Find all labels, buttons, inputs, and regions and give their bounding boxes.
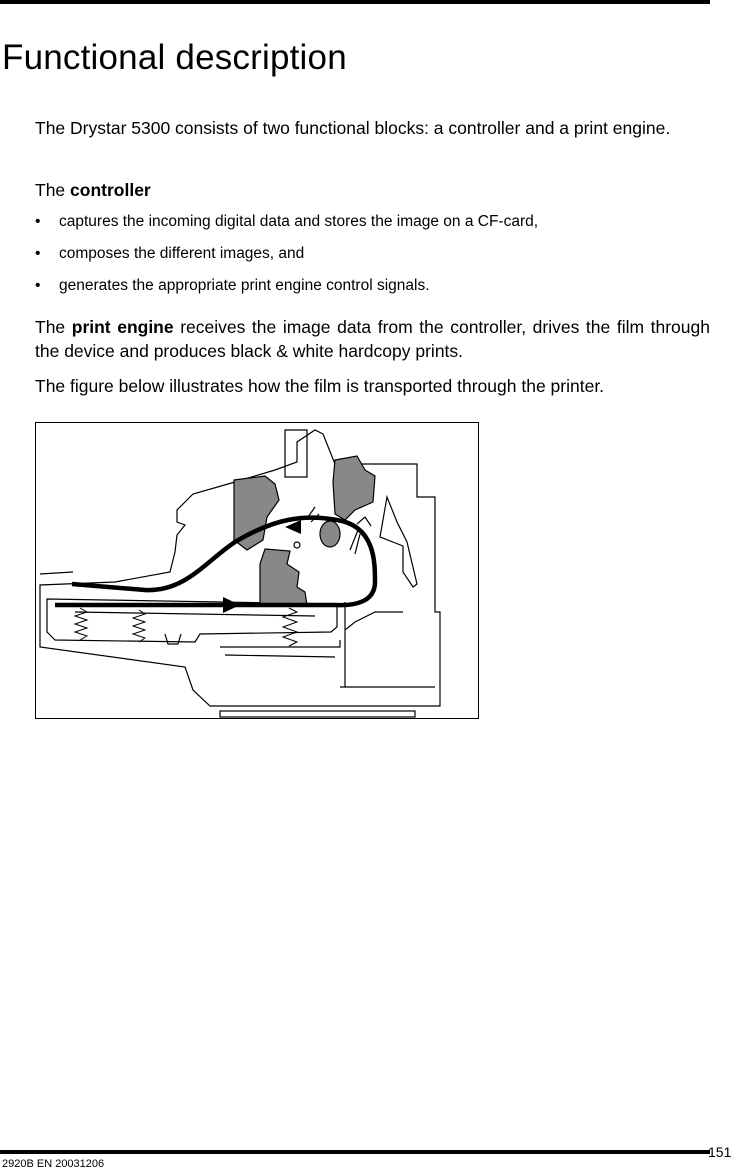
print-engine-term: print engine — [71, 317, 174, 337]
figure-caption: The figure below illustrates how the film is transported through the printer. — [35, 376, 605, 396]
bullet-text: generates the appropriate print engine control signals. — [59, 277, 430, 294]
intro-paragraph: The Drystar 5300 consists of two functional blocks: a controller and a print engine. — [35, 118, 671, 138]
document-id: 2920B EN 20031206 — [2, 1158, 105, 1170]
bullet-text: captures the incoming digital data and stores the image on a CF-card, — [59, 213, 539, 230]
film-transport-figure — [35, 422, 479, 719]
controller-term: controller — [70, 180, 151, 200]
bottom-rule — [0, 1150, 710, 1154]
engine-text: receives the image data from the controller, drives the film through the device and produces black & white hardcopy prints. — [35, 317, 710, 361]
list-item — [35, 243, 710, 275]
figure-frame — [36, 423, 479, 719]
list-item — [35, 275, 710, 307]
page-number: 151 — [708, 1144, 732, 1160]
controller-bullet-list — [35, 211, 710, 307]
bullet-icon: • — [35, 277, 41, 294]
print-engine-paragraph — [35, 315, 710, 363]
bullet-icon: • — [35, 213, 41, 230]
page-title: Functional description — [2, 38, 347, 77]
engine-prefix: The — [35, 317, 72, 337]
controller-prefix: The — [35, 180, 71, 200]
controller-heading — [35, 178, 710, 202]
film-transport-diagram — [35, 422, 479, 719]
bullet-text: composes the different images, and — [59, 245, 305, 262]
top-rule — [0, 0, 710, 4]
list-item — [35, 211, 710, 243]
bullet-icon: • — [35, 245, 41, 262]
